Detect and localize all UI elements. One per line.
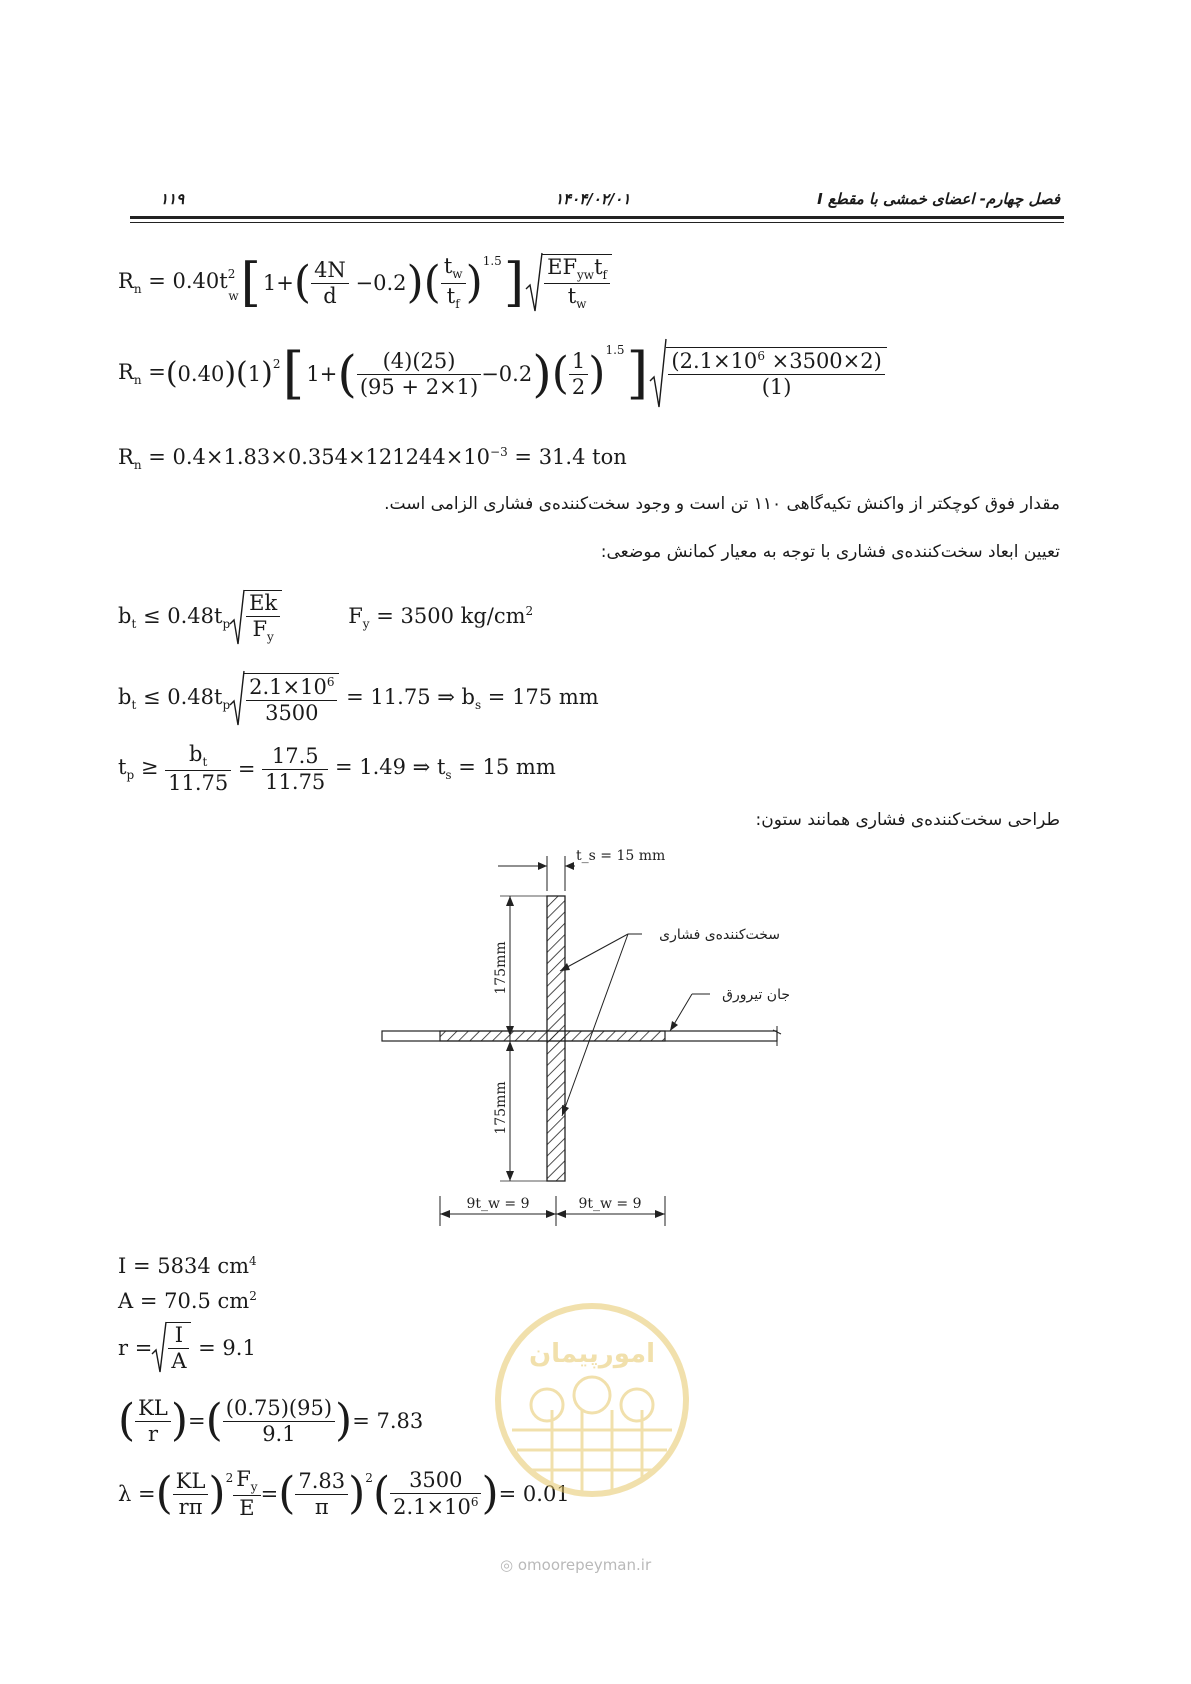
header-rule-thin xyxy=(130,222,1064,223)
paragraph-stiffener-required: مقدار فوق کوچکتر از واکنش تکیه‌گاهی ۱۱۰ تن است و وجود سخت‌کننده‌ی فشاری الزامی است. xyxy=(384,494,1060,514)
header-date: ۱۴۰۴/۰۲/۰۱ xyxy=(555,190,631,208)
stiffener-section-figure xyxy=(370,846,790,1226)
right-width-label: 9t_w = 9 xyxy=(578,1196,642,1212)
stiffener-callout: سخت‌کننده‌ی فشاری xyxy=(659,927,780,943)
equation-lambda: λ = ( $\frac{KL}{r\pi}$ ) $^2$ $\frac{F_y}{E}$ = ( $\frac{7.83}{\pi}$ ) $^2$ ( $\frac{3500}{2.1\times 10^6}$ ) = 0.01 xyxy=(118,1466,570,1521)
header-rule xyxy=(130,216,1064,219)
equation-bt-value: $b_t \le 0.48t_p$ $\frac{2.1\times 10^6}{3500}$ = 11.75 ⇒ $b_s = 175$ mm xyxy=(118,668,599,730)
chapter-title: فصل چهارم- اعضای خمشی با مقطع I xyxy=(817,190,1060,208)
web-callout: جان تیرورق xyxy=(722,987,790,1003)
watermark-logo xyxy=(492,1300,692,1500)
watermark-logo-text: امورپیمان xyxy=(528,1339,656,1369)
equation-moment-of-inertia: I = 5834 $cm^4$ xyxy=(118,1254,257,1278)
ts-dimension-label: t_s = 15 mm xyxy=(576,848,666,864)
equation-rn-substituted: $R_n$ = ( 0.40 ) ( 1 ) $^2$ [ 1+ ( $\frac{(4)(25)}{(95 + 2\times 1)}$ −0.2 ) ( $\frac{1}{2}$ ) $^{1.5}$ ] $\frac{(2.1\times 10^6 \times 3500\times 2)}{(1)}$ xyxy=(118,328,887,420)
paragraph-local-buckling: تعیین ابعاد سخت‌کننده‌ی فشاری با توجه به معیار کمانش موضعی: xyxy=(600,542,1060,562)
stiffener-plate xyxy=(547,896,565,1181)
equation-slenderness: ( $\frac{KL}{r}$ ) = ( $\frac{(0.75)(95)}{9.1}$ ) = 7.83 xyxy=(118,1395,424,1446)
upper-height-label: 175mm xyxy=(493,941,509,995)
equation-rn-general: $R_n = 0.40t^2_w$ [ 1+ ( $\frac{4N}{d}$ −0.2 ) ( $\frac{t_w}{t_f}$ ) $^{1.5}$ ] $\frac{EF_{yw}t_f}{t_w}$ xyxy=(118,242,612,324)
equation-tp-value: $t_p$ ≥ $\frac{b_t}{11.75}$ = $\frac{17.5}{11.75}$ = 1.49 ⇒ $t_s = 15$ mm xyxy=(118,741,556,796)
lower-height-label: 175mm xyxy=(493,1081,509,1135)
equation-area: A = 70.5 $cm^2$ xyxy=(118,1289,257,1313)
page-number: ۱۱۹ xyxy=(160,190,185,208)
paragraph-column-design: طراحی سخت‌کننده‌ی فشاری همانند ستون: xyxy=(755,810,1060,830)
left-width-label: 9t_w = 9 xyxy=(466,1196,530,1212)
watermark-site: ◎ omoorepeyman.ir xyxy=(500,1556,652,1574)
equation-radius-of-gyration: r = $\frac{I}{A}$ = 9.1 xyxy=(118,1323,256,1373)
equation-rn-result: $R_n = 0.4\times 1.83\times 0.354\times 121244\times 10^{-3} = 31.4$ ton xyxy=(118,445,627,473)
equation-bt-limit: $b_t \le 0.48t_p$ $\frac{Ek}{F_y}$ $F_y = 3500$ $kg/cm^2$ xyxy=(118,591,534,645)
